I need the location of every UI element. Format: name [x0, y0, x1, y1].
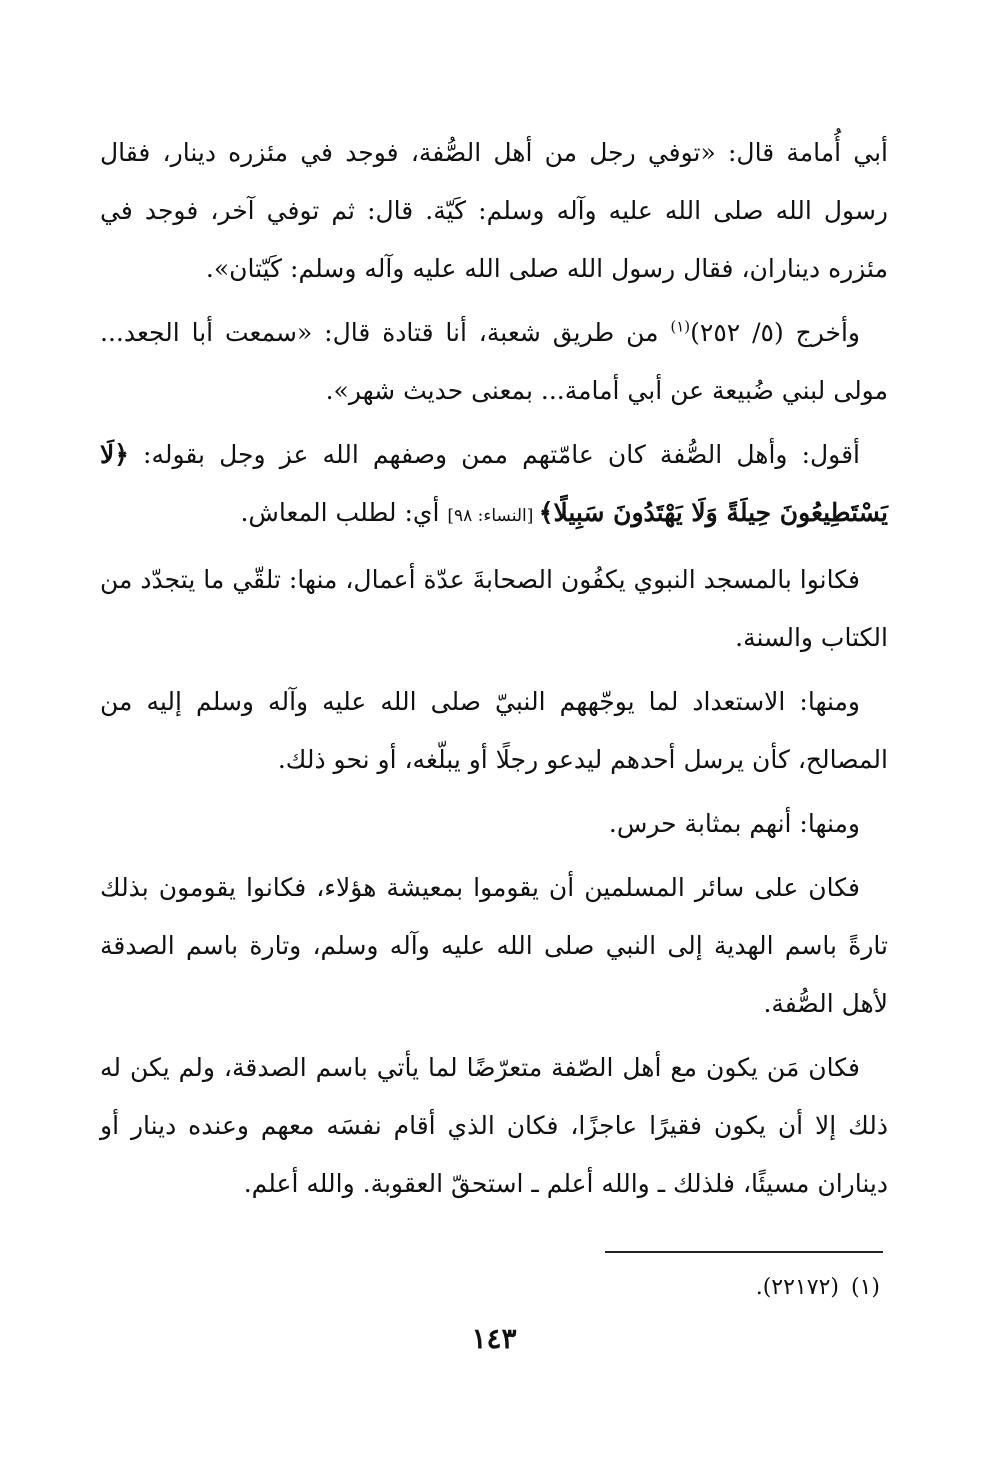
- paragraph-text-after: أي: لطلب المعاش.: [240, 498, 448, 527]
- paragraph-text-after: من طريق شعبة، أنا قتادة قال: «سمعت أبا الجعد... مولى لبني ضُبيعة عن أبي أمامة... بمعنى حديث شهر».: [100, 318, 888, 405]
- main-text: [100, 124, 888, 1219]
- verse-citation: [النساء: ٩٨]: [447, 506, 539, 526]
- paragraph-conclusion: [100, 1039, 888, 1213]
- paragraph-text-before: وأخرج (٥/ ٢٥٢): [690, 318, 860, 347]
- paragraph-text: ومنها: أنهم بمثابة حرس.: [608, 809, 860, 838]
- paragraph-text: فكان مَن يكون مع أهل الصّفة متعرّضًا لما يأتي باسم الصدقة، ولم يكن له ذلك إلا أن يكون فقيرًا عاجزًا، فكان الذي أقام نفسَه معهم وعنده دينار أو ديناران مسيئًا، فلذلك ـ والله أعلم ـ استحقّ العقوبة. والله أعلم.: [100, 1053, 888, 1198]
- paragraph-hadith-text: [100, 124, 888, 298]
- footnote-text: (٢٢١٧٢).: [755, 1275, 839, 1300]
- paragraph-maisha: [100, 859, 888, 1033]
- footnote-number: (١): [850, 1275, 880, 1300]
- paragraph-text: أبي أُمامة قال: «توفي رجل من أهل الصُّفة، فوجد في مئزره دينار، فقال رسول الله صلى الله عليه وآله وسلم: كَيّة. قال: ثم توفي آخر، فوجد في مئزره ديناران، فقال رسول الله صلى الله عليه وآله وسلم: كَيّتان».: [100, 138, 888, 283]
- footnote: [756, 1272, 880, 1304]
- paragraph-aqul: [100, 426, 888, 545]
- paragraph-text: فكان على سائر المسلمين أن يقوموا بمعيشة هؤلاء، فكانوا يقومون بذلك تارةً باسم الهدية إلى النبي صلى الله عليه وآله وسلم، وتارة باسم الصدقة لأهل الصُّفة.: [100, 873, 888, 1018]
- paragraph-istidad: [100, 673, 888, 789]
- footnote-reference[interactable]: (١): [670, 317, 691, 336]
- paragraph-masjid: [100, 551, 888, 667]
- paragraph-text: ومنها: الاستعداد لما يوجّههم النبيّ صلى الله عليه وآله وسلم إليه من المصالح، كأن يرسل أحدهم ليدعو رجلًا أو يبلّغه، أو نحو ذلك.: [100, 687, 888, 774]
- page-number: ١٤٣: [471, 1322, 517, 1355]
- paragraph-takhrij: [100, 304, 888, 420]
- footnote-divider: [605, 1251, 883, 1253]
- paragraph-text: فكانوا بالمسجد النبوي يكفُون الصحابةَ عدّة أعمال، منها: تلقّي ما يتجدّد من الكتاب والسنة.: [100, 565, 888, 652]
- quran-verse: ﴿لَا يَسْتَطِيعُونَ حِيلَةً وَلَا يَهْتَدُونَ سَبِيلًا﴾: [100, 440, 888, 527]
- paragraph-text-before: أقول: وأهل الصُّفة كان عامّتهم ممن وصفهم الله عز وجل بقوله:: [128, 440, 860, 469]
- paragraph-haras: [100, 795, 888, 853]
